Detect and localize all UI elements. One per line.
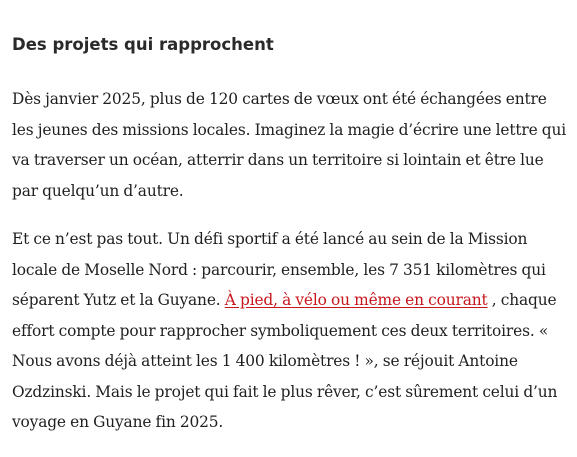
paragraph-text-before-link: Et ce n’est pas tout. Un défi sportif a été lancé au sein de la Mission locale de Moselle Nord : parcourir, ensemble, les 7 351 kilomètres qui séparent Yutz et la Guyane. bbox=[12, 230, 546, 309]
paragraph-sport-challenge bbox=[12, 224, 568, 438]
paragraph-greeting-cards: Dès janvier 2025, plus de 120 cartes de vœux ont été échangées entre les jeunes des missions locales. Imaginez la magie d’écrire une lettre qui va traverser un océan, atterrir dans un territoire si lointain et être lue par quelqu’un d’autre. bbox=[12, 90, 567, 200]
section-heading: Des projets qui rapprochent bbox=[12, 35, 274, 54]
paragraph-text-after-link: , chaque effort compte pour rapprocher symboliquement ces deux territoires. « Nous avons déjà atteint les 1 400 kilomètres ! », se réjouit Antoine Ozdzinski. Mais le projet qui fait le plus rêver, c’est sûrement celui d’un voyage en Guyane fin 2025. bbox=[12, 291, 558, 431]
article-body bbox=[12, 30, 568, 456]
inline-article-link[interactable]: À pied, à vélo ou même en courant bbox=[224, 291, 488, 309]
